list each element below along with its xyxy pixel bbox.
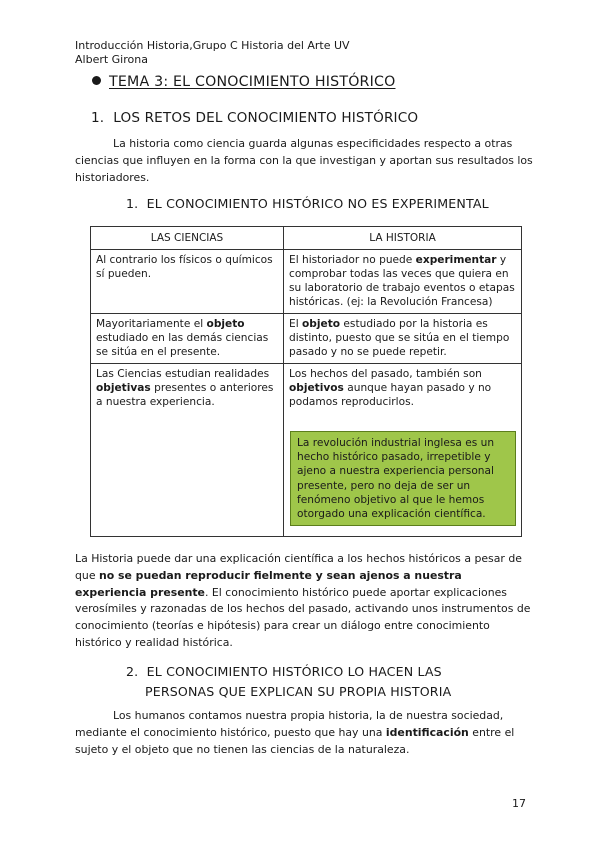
table-cell-historia bbox=[284, 250, 522, 314]
cell-text: Los hechos del pasado, también son bbox=[289, 368, 482, 380]
sub1-title: EL CONOCIMIENTO HISTÓRICO NO ES EXPERIMENTAL bbox=[146, 196, 489, 211]
cell-bold-text: objetivas bbox=[96, 382, 151, 394]
paragraph-explicacion bbox=[75, 551, 535, 652]
cell-text: estudiado por la historia es distinto, puesto que se sitúa en el tiempo pasado y no se puede repetir. bbox=[289, 318, 510, 358]
para-bold-text: no se puedan reproducir fielmente y sean ajenos a nuestra experiencia presente bbox=[75, 568, 462, 599]
sub2-title-line1: EL CONOCIMIENTO HISTÓRICO LO HACEN LAS bbox=[146, 664, 442, 679]
section1-heading bbox=[91, 110, 418, 126]
table-cell-historia bbox=[284, 364, 522, 537]
table-header-historia: LA HISTORIA bbox=[284, 227, 522, 250]
cell-text: estudiado en las demás ciencias se sitúa en el presente. bbox=[96, 332, 269, 358]
para-text: Los humanos contamos nuestra propia historia, la de nuestra sociedad, mediante el conocimiento histórico, puesto que hay una bbox=[75, 709, 504, 739]
cell-bold-text: objeto bbox=[206, 318, 245, 330]
section1-number: 1. bbox=[91, 110, 105, 126]
section1-intro bbox=[75, 136, 535, 186]
comparison-table bbox=[90, 226, 522, 537]
page-number: 17 bbox=[512, 797, 526, 810]
cell-text: El bbox=[289, 318, 303, 330]
cell-text: El historiador no puede bbox=[289, 254, 416, 266]
table-header-ciencias: LAS CIENCIAS bbox=[91, 227, 284, 250]
sub2-heading bbox=[126, 662, 451, 702]
para-bold-text: identificación bbox=[385, 725, 469, 739]
sub1-number: 1. bbox=[126, 196, 139, 211]
table-cell-historia bbox=[284, 314, 522, 364]
table-cell-ciencias bbox=[91, 314, 284, 364]
cell-text: Mayoritariamente el bbox=[96, 318, 207, 330]
cell-bold-text: experimentar bbox=[415, 254, 497, 266]
table-cell-ciencias bbox=[91, 250, 284, 314]
sub2-number: 2. bbox=[126, 664, 139, 679]
table-row bbox=[91, 250, 522, 314]
cell-text: Las Ciencias estudian realidades bbox=[96, 368, 270, 380]
tema-title: TEMA 3: EL CONOCIMIENTO HISTÓRICO bbox=[109, 74, 396, 90]
sub2-title-line2: PERSONAS QUE EXPLICAN SU PROPIA HISTORIA bbox=[145, 684, 452, 699]
para-text: . El conocimiento histórico puede aportar explicaciones verosímiles y razonadas de los hechos del pasado, activando unos instrumentos de conocimiento (teorías e hipótesis) para crear un diálogo entre conocimiento histórico y realidad histórica. bbox=[75, 585, 531, 649]
header-author: Albert Girona bbox=[75, 53, 148, 66]
cell-text: y comprobar todas las veces que quiera en su laboratorio de trabajo eventos o etapas históricas. (ej: la Revolución Francesa) bbox=[289, 254, 515, 308]
cell-bold-text: objetivos bbox=[289, 382, 344, 394]
example-note-box: La revolución industrial inglesa es un hecho histórico pasado, irrepetible y ajeno a nuestra experiencia personal presente, pero no deja de ser un fenómeno objetivo al que le hemos otorgado una explicación científica. bbox=[290, 431, 516, 526]
para-text: entre el sujeto y el objeto que no tienen las ciencias de la naturaleza. bbox=[75, 725, 515, 756]
table-cell-ciencias bbox=[91, 364, 284, 537]
section1-title: LOS RETOS DEL CONOCIMIENTO HISTÓRICO bbox=[113, 110, 419, 126]
table-row bbox=[91, 314, 522, 364]
section1-intro-text: La historia como ciencia guarda algunas especificidades respecto a otras ciencias que influyen en la forma con la que investigan y aportan sus resultados los historiadores. bbox=[75, 137, 533, 184]
table-row bbox=[91, 364, 522, 537]
cell-text: Al contrario los físicos o químicos sí pueden. bbox=[96, 254, 273, 280]
bullet-icon bbox=[92, 76, 101, 85]
table-header-row bbox=[91, 227, 522, 250]
header-course: Introducción Historia,Grupo C Historia del Arte UV bbox=[75, 39, 350, 52]
para-text: La Historia puede dar una explicación científica a los hechos históricos a pesar de que bbox=[75, 552, 522, 582]
cell-text: aunque hayan pasado y no podamos reproducirlos. bbox=[289, 382, 492, 408]
tema-heading bbox=[92, 74, 395, 90]
cell-text: presentes o anteriores a nuestra experiencia. bbox=[96, 382, 274, 408]
paragraph-identificacion bbox=[75, 708, 535, 758]
cell-bold-text: objeto bbox=[302, 318, 341, 330]
sub1-heading bbox=[126, 196, 489, 211]
